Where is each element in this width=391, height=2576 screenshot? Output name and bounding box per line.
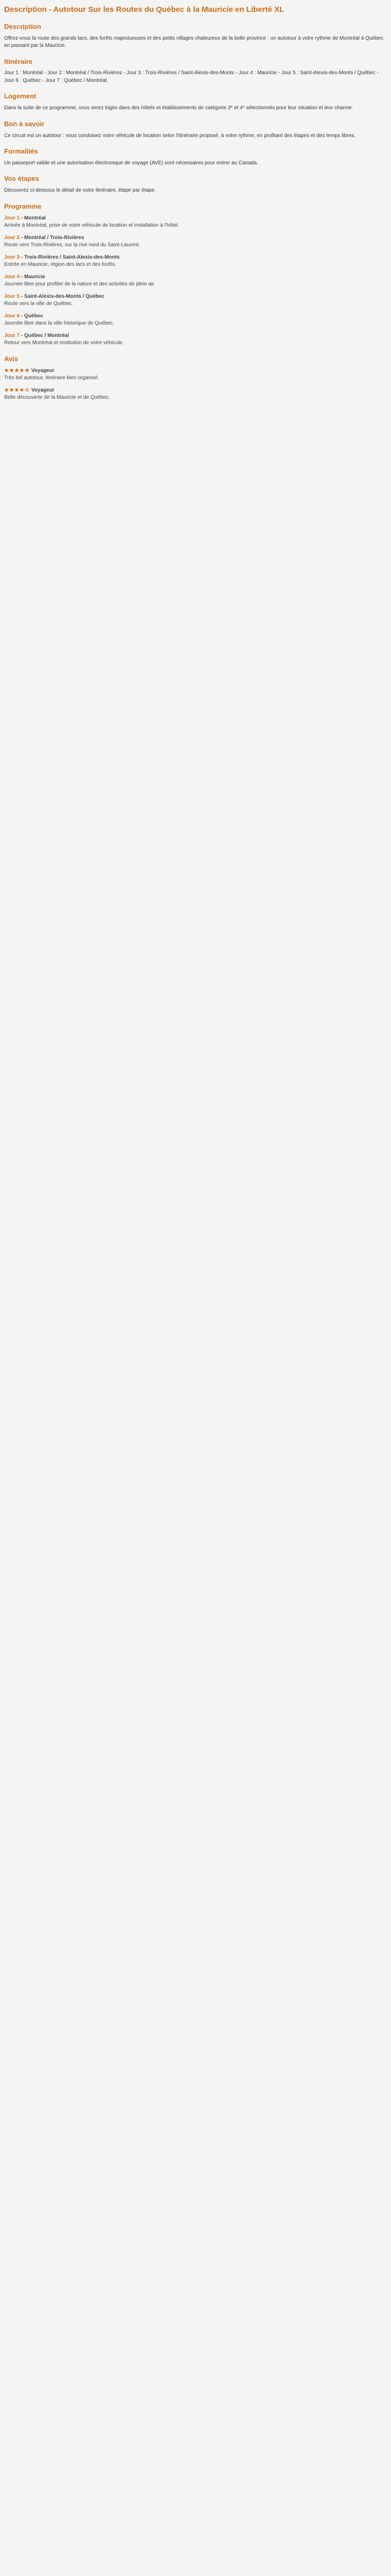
day-date: Jour 1 bbox=[4, 215, 20, 221]
day-separator: - bbox=[20, 254, 24, 260]
day-text: Route vers Trois-Rivières, sur la rive nord du Saint-Laurent. bbox=[4, 242, 140, 248]
day-heading bbox=[4, 234, 387, 242]
day-text: Journée libre dans la ville historique de Québec. bbox=[4, 320, 115, 327]
day-place: Québec / Montréal bbox=[24, 332, 69, 338]
day-place: Mauricie bbox=[24, 274, 45, 280]
day-place: Montréal bbox=[24, 215, 46, 221]
section-heading: Vos étapes bbox=[4, 175, 39, 183]
section-lead: Jour 1 : Montréal - Jour 2 : Montréal / Trois-Rivières - Jour 3 : Trois-Rivières / Saint-Alexis-des-Monts - Jour 4 : Mauricie - Jour 5 : Saint-Alexis-des-Monts / Québec - Jour 6 : Québec - Jour 7 : Québec / Montréal. bbox=[4, 70, 379, 83]
day-item bbox=[4, 234, 387, 249]
review-text: Très bel autotour, itinéraire bien organisé. bbox=[4, 375, 100, 381]
itinerary-list bbox=[4, 215, 387, 347]
day-text: Arrivée à Montréal, prise de votre véhicule de location et installation à l'hôtel. bbox=[4, 223, 180, 229]
review-heading bbox=[4, 367, 387, 375]
day-text: Retour vers Montréal et restitution de votre véhicule. bbox=[4, 340, 124, 346]
section-lead: Ce circuit est un autotour : vous conduisez votre véhicule de location selon l'itinéraire proposé, à votre rythme, en profitant des étapes et des temps libres. bbox=[4, 132, 356, 139]
day-text: Journée libre pour profiter de la nature et des activités de plein air. bbox=[4, 281, 155, 287]
sections bbox=[4, 22, 387, 195]
day-text: Route vers la ville de Québec. bbox=[4, 301, 73, 307]
day-item bbox=[4, 293, 387, 308]
review-text: Belle découverte de la Mauricie et de Québec. bbox=[4, 395, 110, 400]
review-item bbox=[4, 367, 387, 382]
section-lead: Offrez-vous la route des grands lacs, des forêts majestueuses et des petits villages chaleureux de la belle province : un autotour à votre rythme de Montréal à Québec en passant par la Mauricie. bbox=[4, 35, 384, 49]
review-author: Voyageur bbox=[31, 367, 55, 374]
day-text: Entrée en Mauricie, région des lacs et des forêts. bbox=[4, 262, 117, 268]
day-date: Jour 3 bbox=[4, 254, 20, 260]
day-date: Jour 6 bbox=[4, 313, 20, 319]
day-heading bbox=[4, 274, 387, 281]
review-heading bbox=[4, 387, 387, 395]
day-separator: - bbox=[20, 293, 24, 299]
day-heading bbox=[4, 332, 387, 340]
day-separator: - bbox=[20, 332, 24, 338]
day-heading bbox=[4, 313, 387, 320]
section-heading: Formalités bbox=[4, 147, 38, 156]
day-separator: - bbox=[20, 274, 24, 280]
reviews-heading: Avis bbox=[4, 354, 18, 363]
day-place: Montréal / Trois-Rivières bbox=[24, 234, 85, 241]
section-heading: Itinéraire bbox=[4, 57, 32, 65]
section-heading: Description bbox=[4, 22, 41, 30]
day-heading bbox=[4, 254, 387, 262]
day-item bbox=[4, 274, 387, 289]
day-separator: - bbox=[20, 313, 24, 319]
section-heading: Logement bbox=[4, 92, 37, 100]
day-separator: - bbox=[20, 215, 24, 221]
section-heading: Bon à savoir bbox=[4, 120, 45, 128]
page-title: Description - Autotour Sur les Routes du Québec à la Mauricie en Liberté XL bbox=[4, 5, 284, 14]
section-lead: Dans la suite de ce programme, vous serez logés dans des hôtels et établissements de catégorie 3* et 4* sélectionnés pour leur situation et leur charme. bbox=[4, 105, 353, 111]
day-item bbox=[4, 332, 387, 347]
day-place: Trois-Rivières / Saint-Alexis-des-Monts bbox=[24, 254, 120, 260]
day-date: Jour 2 bbox=[4, 234, 20, 241]
day-item bbox=[4, 254, 387, 269]
day-date: Jour 4 bbox=[4, 274, 20, 280]
section-lead: Un passeport valide et une autorisation électronique de voyage (AVE) sont nécessaires pour entrer au Canada. bbox=[4, 160, 258, 166]
page bbox=[0, 0, 391, 419]
itinerary-heading: Programme bbox=[4, 202, 42, 210]
review-item bbox=[4, 387, 387, 402]
day-item bbox=[4, 313, 387, 328]
section-lead: Découvrez ci-dessous le détail de votre itinéraire, étape par étape. bbox=[4, 188, 156, 194]
day-separator: - bbox=[20, 234, 24, 241]
day-place: Saint-Alexis-des-Monts / Québec bbox=[24, 293, 105, 299]
day-place: Québec bbox=[24, 313, 43, 319]
day-heading bbox=[4, 293, 387, 301]
reviews-list bbox=[4, 367, 387, 402]
review-stars: ★★★★★ bbox=[4, 367, 30, 374]
day-heading bbox=[4, 215, 387, 223]
review-author: Voyageur bbox=[31, 387, 55, 393]
day-item bbox=[4, 215, 387, 230]
day-date: Jour 5 bbox=[4, 293, 20, 299]
review-stars: ★★★★☆ bbox=[4, 387, 30, 393]
day-date: Jour 7 bbox=[4, 332, 20, 338]
